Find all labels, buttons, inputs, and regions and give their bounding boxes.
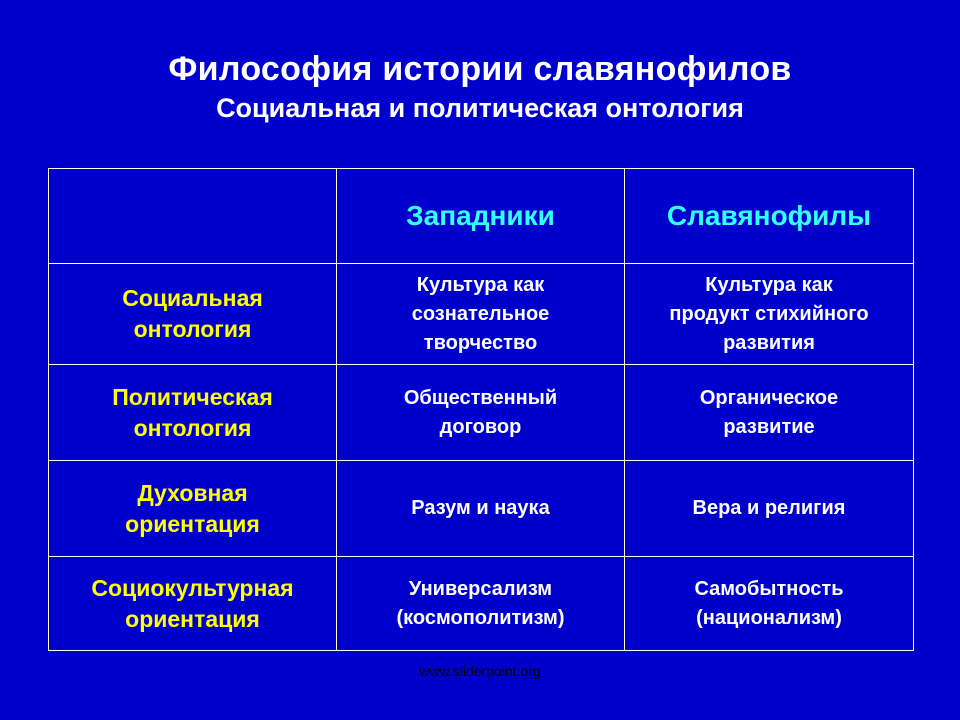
cell-slavophiles-sociocultural: Самобытность (национализм) <box>625 557 914 651</box>
table-header-row <box>49 169 914 264</box>
table-row <box>49 557 914 651</box>
row-label-sociocultural-orientation: Социокультурная ориентация <box>49 557 337 651</box>
slide-subtitle: Социальная и политическая онтология <box>216 93 744 123</box>
table-row <box>49 365 914 461</box>
row-label-spiritual-orientation: Духовная ориентация <box>49 461 337 557</box>
header-slavophiles: Славянофилы <box>625 169 914 264</box>
cell-westerners-social: Культура как сознательное творчество <box>337 264 625 365</box>
header-corner-cell <box>49 169 337 264</box>
footer-watermark: www.sliderpoint.org <box>419 663 541 679</box>
cell-westerners-political: Общественный договор <box>337 365 625 461</box>
header-westerners: Западники <box>337 169 625 264</box>
cell-westerners-sociocultural: Универсализм (космополитизм) <box>337 557 625 651</box>
row-label-political-ontology: Политическая онтология <box>49 365 337 461</box>
cell-westerners-spiritual: Разум и наука <box>337 461 625 557</box>
cell-slavophiles-social: Культура как продукт стихийного развития <box>625 264 914 365</box>
comparison-table <box>48 168 914 651</box>
row-label-social-ontology: Социальная онтология <box>49 264 337 365</box>
table-row <box>49 264 914 365</box>
table-row <box>49 461 914 557</box>
slide-title: Философия истории славянофилов <box>168 50 792 88</box>
cell-slavophiles-spiritual: Вера и религия <box>625 461 914 557</box>
cell-slavophiles-political: Органическое развитие <box>625 365 914 461</box>
